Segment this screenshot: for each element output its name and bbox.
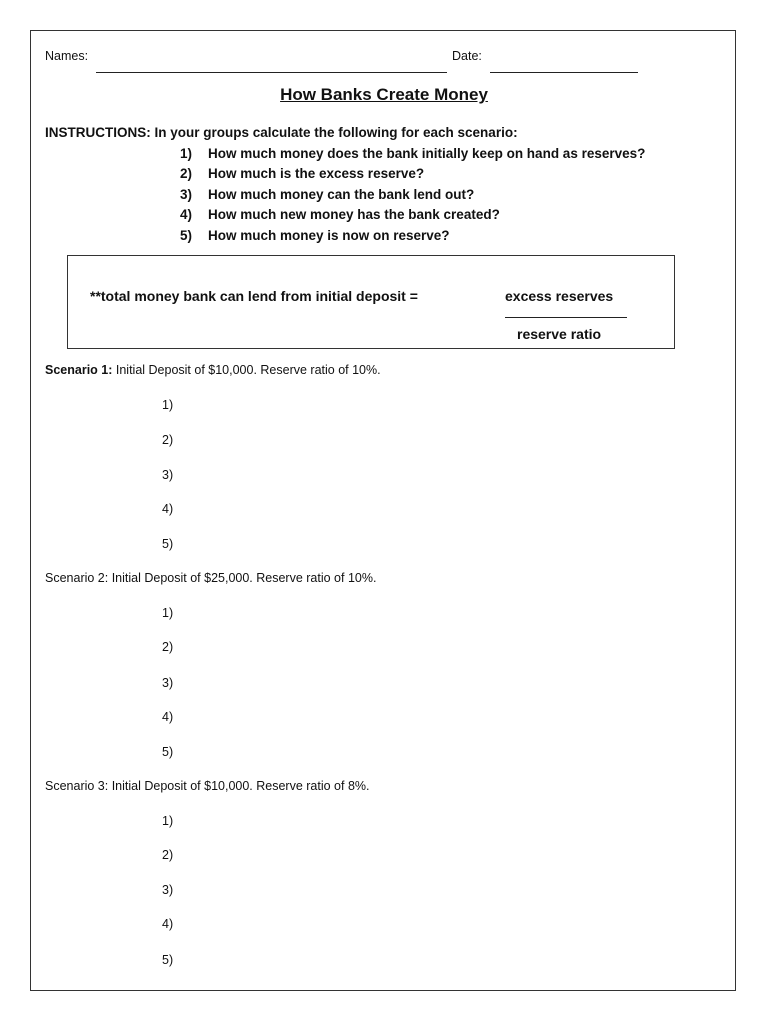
scenario-1-heading	[45, 363, 381, 377]
answer-number: 1)	[162, 398, 174, 412]
scenario-text: Initial Deposit of $10,000. Reserve ratio of 10%.	[112, 363, 381, 377]
date-line	[490, 72, 638, 73]
question-text: How much money is now on reserve?	[208, 228, 450, 243]
question-2	[180, 166, 424, 181]
answer-number: 5)	[162, 537, 174, 551]
scenario-2-heading: Scenario 2: Initial Deposit of $25,000. Reserve ratio of 10%.	[45, 571, 377, 585]
answer-number: 3)	[162, 676, 174, 690]
scenario-3-heading: Scenario 3: Initial Deposit of $10,000. Reserve ratio of 8%.	[45, 779, 370, 793]
names-line	[96, 72, 447, 73]
date-label: Date:	[452, 49, 482, 63]
answer-number: 5)	[162, 745, 174, 759]
question-number: 2)	[180, 166, 193, 181]
question-number: 3)	[180, 187, 193, 202]
question-5	[180, 228, 450, 243]
question-3	[180, 187, 474, 202]
answer-number: 1)	[162, 814, 174, 828]
question-number: 4)	[180, 207, 193, 222]
fraction-line	[505, 317, 627, 318]
question-text: How much is the excess reserve?	[208, 166, 425, 181]
scenario-label: Scenario 1:	[45, 363, 113, 377]
answer-number: 4)	[162, 502, 174, 516]
question-text: How much money can the bank lend out?	[208, 187, 475, 202]
question-1	[180, 146, 645, 161]
question-number: 1)	[180, 146, 193, 161]
formula-numerator: excess reserves	[505, 288, 614, 304]
question-4	[180, 207, 500, 222]
question-number: 5)	[180, 228, 193, 243]
answer-number: 2)	[162, 433, 174, 447]
answer-number: 1)	[162, 606, 174, 620]
formula-denominator: reserve ratio	[517, 326, 602, 342]
answer-number: 2)	[162, 848, 174, 862]
answer-number: 3)	[162, 468, 174, 482]
answer-number: 5)	[162, 953, 174, 967]
instructions-text: INSTRUCTIONS: In your groups calculate the following for each scenario:	[45, 125, 518, 140]
answer-number: 4)	[162, 710, 174, 724]
formula-lhs: **total money bank can lend from initial deposit =	[90, 288, 418, 304]
question-text: How much new money has the bank created?	[208, 207, 500, 222]
question-text: How much money does the bank initially keep on hand as reserves?	[208, 146, 646, 161]
page-title: How Banks Create Money	[280, 85, 488, 104]
answer-number: 3)	[162, 883, 174, 897]
names-label: Names:	[45, 49, 89, 63]
answer-number: 4)	[162, 917, 174, 931]
answer-number: 2)	[162, 640, 174, 654]
